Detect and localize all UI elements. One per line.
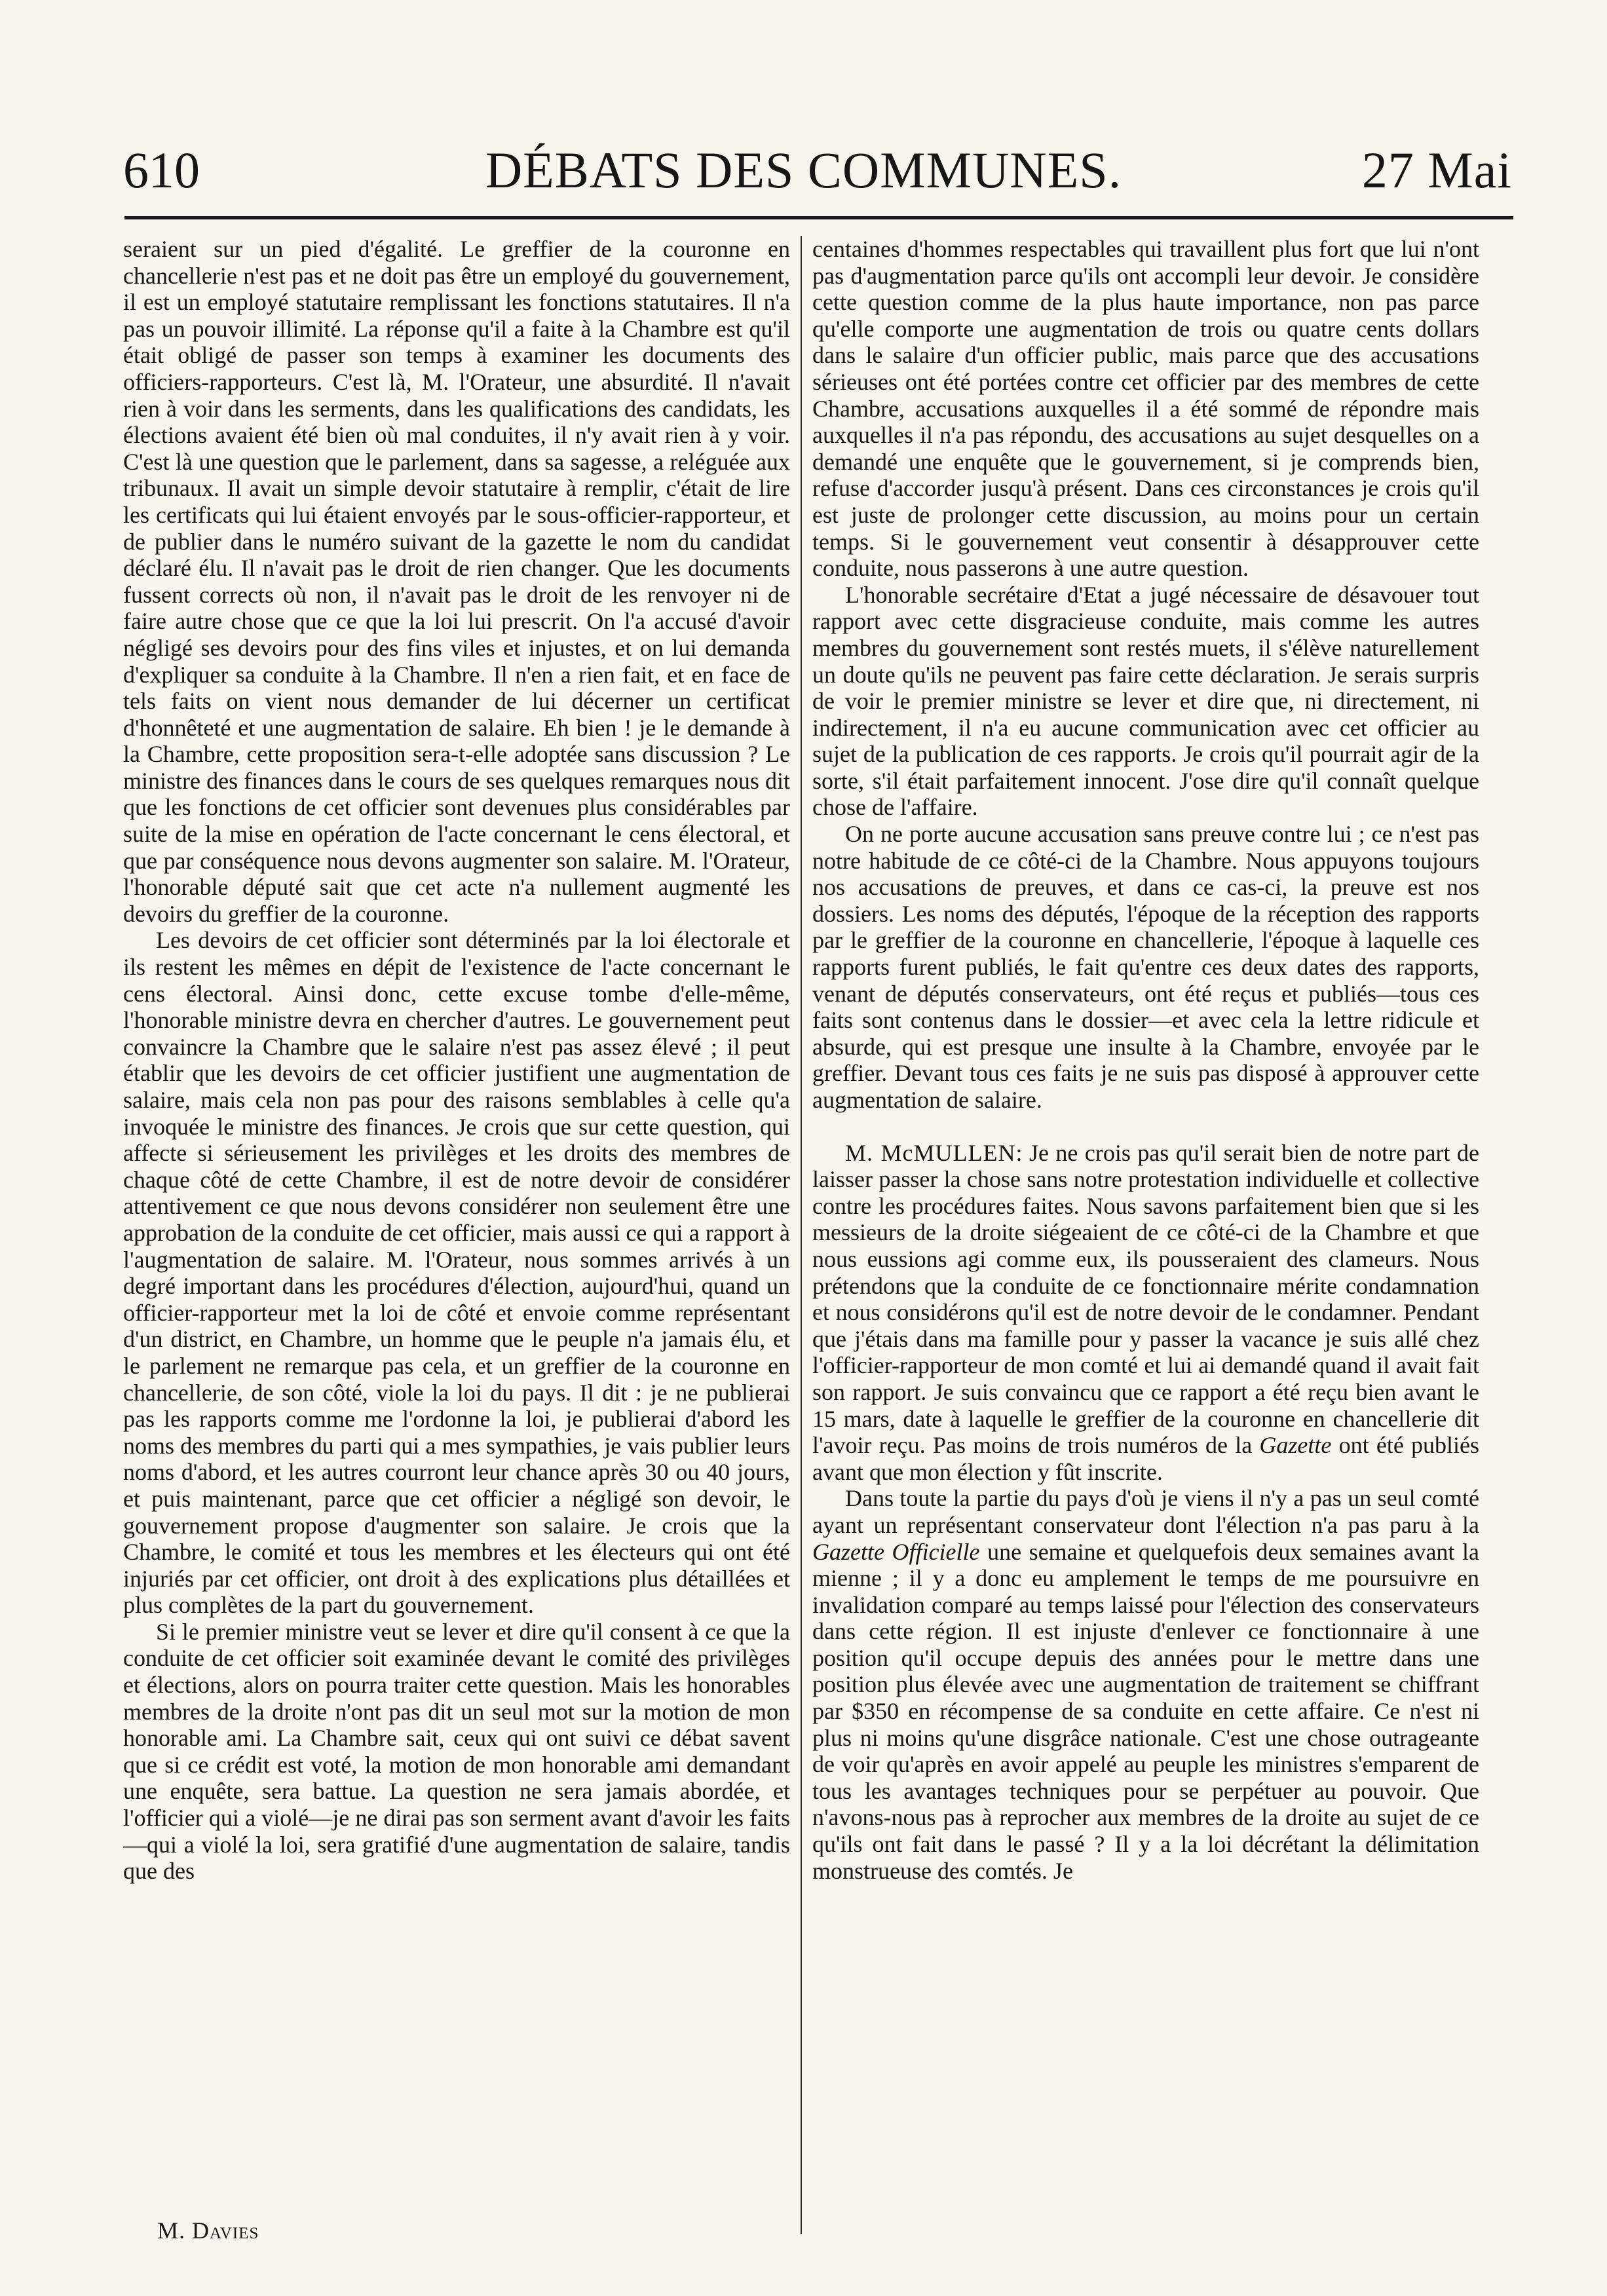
left-column: [123, 236, 790, 2201]
speech-text-end: ont été publiés avant que mon élection y fût inscrite.: [812, 1432, 1479, 1485]
speech-text: Je ne crois pas qu'il serait bien de notre part de laisser passer la chose sans notre protestation individuelle et collective contre les procédures faites. Nous savons parfaitement bien que si les messieurs de la droite siégeaient de ce côté-ci de la Chambre et que nous eussions agi comme eux, ils pousseraient des clameurs. Nous prétendons que la conduite de ce fonctionnaire mérite condamnation et nous considérons qu'il est de notre devoir de le condamner. Pendant que j'étais dans ma famille pour y passer la vacance je suis allé chez l'officier-rapporteur de mon comté et lui ai demandé quand il avait fait son rapport. Je suis convaincu que ce rapport a été reçu bien avant le 15 mars, date à laquelle le greffier de la couronne en chancellerie dit l'avoir reçu. Pas moins de trois numéros de la: [812, 1139, 1479, 1459]
paragraph: [812, 1485, 1479, 1884]
paragraph: seraient sur un pied d'égalité. Le greffier de la couronne en chancellerie n'est pas et ne doit pas être un employé du gouvernement, il est un employé statutaire remplissant les fonctions statutaires. Il n'a pas un pouvoir illimité. La réponse qu'il a faite à la Chambre est qu'il était obligé de passer son temps à examiner les documents des officiers-rapporteurs. C'est là, M. l'Orateur, une absurdité. Il n'avait rien à voir dans les serments, dans les qualifications des candidats, les élections avaient été bien où mal conduites, il n'y avait rien à y voir. C'est là une question que le parlement, dans sa sagesse, a reléguée aux tribunaux. Il avait un simple devoir statutaire à remplir, c'était de lire les certificats qui lui étaient envoyés par le sous-officier-rapporteur, et de publier dans le numéro suivant de la gazette le nom du candidat déclaré élu. Il n'avait pas le droit de rien changer. Que les documents fussent corrects où non, il n'avait pas le droit de les renvoyer ni de faire autre chose que ce que la loi lui prescrit. On l'a accusé d'avoir négligé ses devoirs pour des fins viles et injustes, et on lui demanda d'expliquer sa conduite à la Chambre. Il n'en a rien fait, et en face de tels faits on vient nous demander de lui décerner un certificat d'honnêteté et une augmentation de salaire. Eh bien ! je le demande à la Chambre, cette proposition sera-t-elle adoptée sans discussion ? Le ministre des finances dans le cours de ses quelques remarques nous dit que les fonctions de cet officier sont devenues plus considérables par suite de la mise en opération de l'acte concernant le cens électoral, et que par conséquence nous devons augmenter son salaire. M. l'Orateur, l'honorable député sait que cet acte n'a nullement augmenté les devoirs du greffier de la couronne.: [123, 236, 790, 927]
paragraph: Si le premier ministre veut se lever et dire qu'il consent à ce que la conduite de cet officier soit examinée devant le comité des privilèges et élections, alors on pourra traiter cette question. Mais les honorables membres de la droite n'ont pas dit un seul mot sur la motion de mon honorable ami. La Chambre sait, ceux qui ont suivi ce débat savent que si ce crédit est voté, la motion de mon honorable ami demandant une enquête, sera battue. La question ne sera jamais abordée, et l'officier qui a violé—je ne dirai pas son serment avant d'avoir les faits—qui a violé la loi, sera gratifié d'une augmentation de salaire, tandis que des: [123, 1618, 790, 1885]
page-number: 610: [123, 141, 200, 198]
speaker-name: M. McMULLEN: [845, 1139, 1016, 1166]
header-rule: [124, 216, 1513, 219]
page-date: 27 Mai: [1361, 141, 1512, 198]
gazette-officielle-italic: Gazette Officielle: [812, 1538, 980, 1565]
final-paragraph-after: une semaine et quelquefois deux semaines avant la mienne ; il y a donc eu amplement le temps de me poursuivre en invalidation comparé au temps laissé pour l'élection des conservateurs dans cette région. Il est injuste d'enlever ce fonctionnaire à une position qu'il occupe depuis des années pour le mettre dans une position plus élevée avec une augmentation de traitement se chiffrant par $350 en récompense de sa conduite en cette affaire. Ce n'est ni plus ni moins qu'une disgrâce nationale. C'est une chose outrageante de voir qu'après en avoir appelé au peuple les ministres s'emparent de tous les avantages techniques pour se perpétuer au pouvoir. Que n'avons-nous pas à reprocher aux membres de la droite au sujet de ce qu'ils ont fait dans le passé ? Il y a la loi décrétant la délimitation monstrueuse des comtés. Je: [812, 1538, 1479, 1884]
page-title: DÉBATS DES COMMUNES.: [485, 141, 1122, 198]
paragraph: L'honorable secrétaire d'Etat a jugé nécessaire de désavouer tout rapport avec cette disgracieuse conduite, mais comme les autres membres du gouvernement sont restés muets, il s'élève naturellement un doute qu'ils ne peuvent pas faire cette déclaration. Je serais surpris de voir le premier ministre se lever et dire que, ni directement, ni indirectement, il n'a eu aucune communication avec cet officier au sujet de la publication de ces rapports. Je crois qu'il pourrait agir de la sorte, s'il était parfaitement innocent. J'ose dire qu'il connaît quelque chose de l'affaire.: [812, 581, 1479, 821]
paragraph: centaines d'hommes respectables qui travaillent plus fort que lui n'ont pas d'augmentation parce qu'ils ont accompli leur devoir. Je considère cette question comme de la plus haute importance, non pas parce qu'elle comporte une augmentation de trois ou quatre cents dollars dans le salaire d'un officier public, mais parce que des accusations sérieuses ont été portées contre cet officier par des membres de cette Chambre, accusations auxquelles il a été sommé de répondre mais auxquelles il n'a pas répondu, des accusations au sujet desquelles on a demandé une enquête que le gouvernement, si je comprends bien, refuse d'accorder jusqu'à présent. Dans ces circonstances je crois qu'il est juste de prolonger cette discussion, au moins pour un certain temps. Si le gouvernement veut consentir à désapprouver cette conduite, nous passerons à une autre question.: [812, 236, 1479, 582]
final-paragraph-before: Dans toute la partie du pays d'où je viens il n'y a pas un seul comté ayant un représentant conservateur dont l'élection n'a pas paru à la: [812, 1485, 1479, 1538]
paragraph: On ne porte aucune accusation sans preuve contre lui ; ce n'est pas notre habitude de ce côté-ci de la Chambre. Nous appuyons toujours nos accusations de preuves, et dans ce cas-ci, la preuve est nos dossiers. Les noms des députés, l'époque de la réception des rapports par le greffier de la couronne en chancellerie, l'époque à laquelle ces rapports furent publiés, le fait qu'entre ces deux dates des rapports, venant de députés conservateurs, ont été reçus et publiés—tous ces faits sont contenus dans le dossier—et avec cela la lettre ridicule et absurde, qui est presque une insulte à la Chambre, envoyée par le greffier. Devant tous ces faits je ne suis pas disposé à approuver cette augmentation de salaire.: [812, 821, 1479, 1113]
right-column: [812, 236, 1479, 2201]
paragraph: Les devoirs de cet officier sont déterminés par la loi électorale et ils restent les mêmes en dépit de l'existence de l'acte concernant le cens électoral. Ainsi donc, cette excuse tombe d'elle-même, l'honorable ministre devra en chercher d'autres. Le gouvernement peut convaincre la Chambre que le salaire n'est pas assez élevé ; il peut établir que les devoirs de cet officier justifient une augmentation de salaire, mais cela non pas pour des raisons semblables à celle qu'a invoquée le ministre des finances. Je crois que sur cette question, qui affecte si sérieusement les privilèges et les droits des membres de chaque côté de cette Chambre, il est de notre devoir de considérer attentivement ce que nous devons considérer non seulement être une approbation de la conduite de cet officier, mais aussi ce qui a rapport à l'augmentation de salaire. M. l'Orateur, nous sommes arrivés à un degré important dans les procédures d'élection, aujourd'hui, quand un officier-rapporteur met la loi de côté et envoie comme représentant d'un district, en Chambre, un homme que le peuple n'a jamais élu, et le parlement ne remarque pas cela, et un greffier de la couronne en chancellerie, de son côté, viole la loi du pays. Il dit : je ne publierai pas les rapports comme me l'ordonne la loi, je publierai d'abord les noms des membres du parti qui a mes sympathies, je vais publier leurs noms d'abord, et les autres courront leur chance après 30 ou 40 jours, et puis maintenant, parce que cet officier a négligé son devoir, le gouvernement propose d'augmenter son salaire. Je crois que la Chambre, le comité et tous les membres et les électeurs qui ont été injuriés par cet officier, ont droit à des explications plus détaillées et plus complètes de la part du gouvernement.: [123, 927, 790, 1619]
gazette-italic: Gazette: [1259, 1432, 1332, 1459]
speaker-paragraph: [812, 1140, 1479, 1486]
page-header: [0, 0, 1607, 216]
speaker-separator: :: [1015, 1139, 1023, 1166]
column-divider: [801, 236, 802, 2234]
footer-signature: M. Davies: [157, 2217, 259, 2244]
